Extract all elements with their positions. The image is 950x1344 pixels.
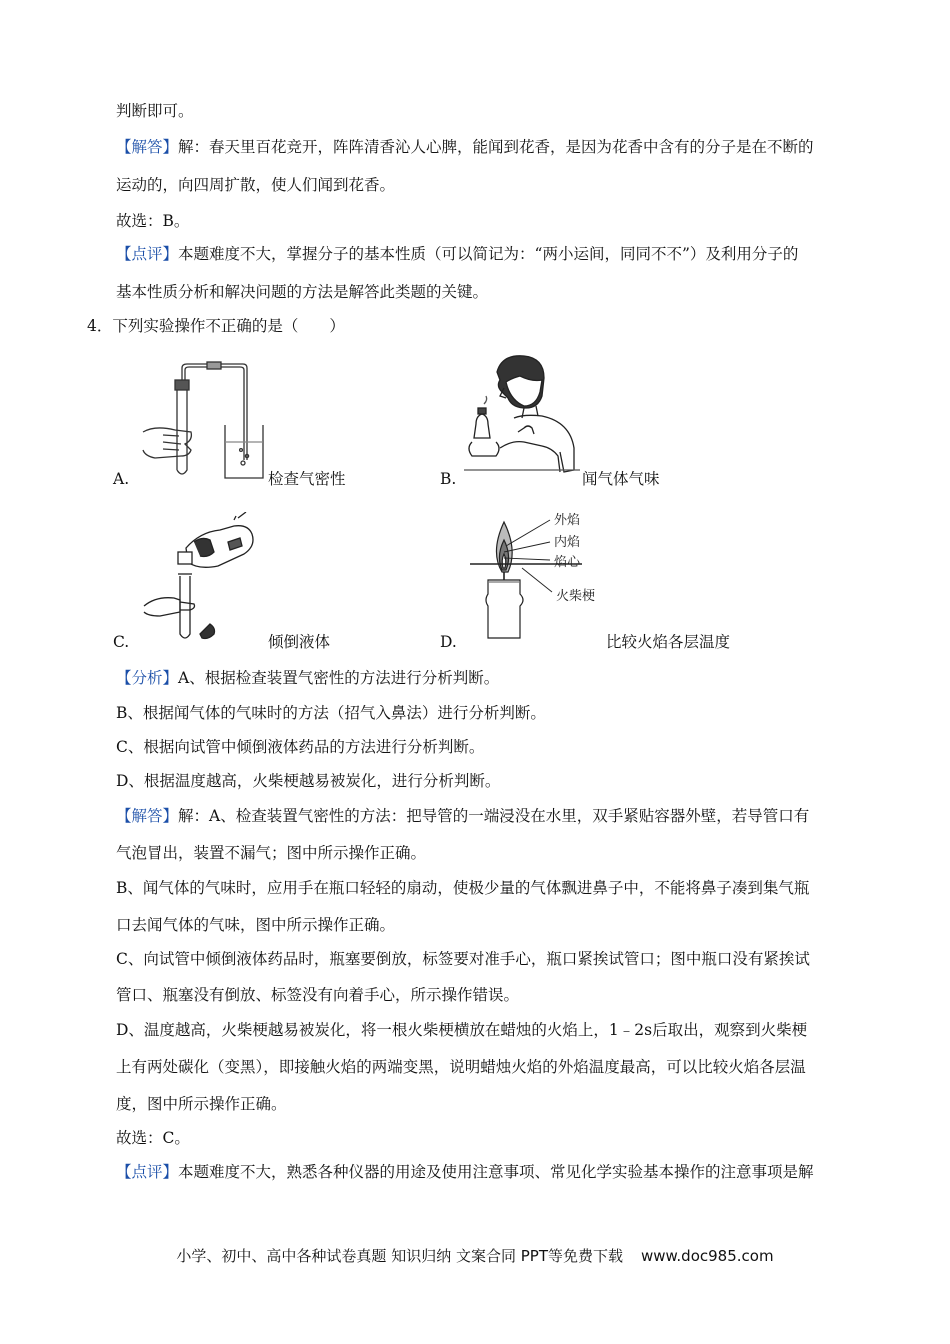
footer-text: 小学、初中、高中各种试卷真题 知识归纳 文案合同 PPT等免费下载 <box>176 1247 623 1265</box>
figure-airtightness <box>135 360 270 485</box>
figure-candle-flame <box>462 508 612 646</box>
option-b-caption: 闻气体气味 <box>582 470 660 488</box>
comment-line: 【点评】本题难度不大，掌握分子的基本性质（可以简记为：“两小运间，同同不不”）及利用分子的 <box>116 245 799 263</box>
option-d-letter: D. <box>440 633 457 651</box>
text-line: 故选：B。 <box>116 212 190 230</box>
figure-pour-liquid <box>138 512 268 644</box>
option-c-letter: C. <box>113 633 130 651</box>
option-c-caption: 倾倒液体 <box>268 633 331 651</box>
text-line: 判断即可。 <box>116 102 194 120</box>
option-a-letter: A. <box>113 470 130 488</box>
page-footer <box>0 1245 950 1266</box>
answer-line: 故选：C。 <box>116 1129 190 1147</box>
text-line: 基本性质分析和解决问题的方法是解答此类题的关键。 <box>116 283 489 301</box>
answer-line: C、向试管中倾倒液体药品时，瓶塞要倒放，标签要对准手心，瓶口紧挨试管口；图中瓶口没有紧挨试 <box>116 950 810 968</box>
analysis-line: B、根据闻气体的气味时的方法（招气入鼻法）进行分析判断。 <box>116 704 546 722</box>
figure-smell-gas <box>462 352 582 487</box>
answer-line: 上有两处碳化（变黑），即接触火焰的两端变黑，说明蜡烛火焰的外焰温度最高，可以比较火焰各层温 <box>116 1058 806 1076</box>
comment-line: 【点评】本题难度不大，熟悉各种仪器的用途及使用注意事项、常见化学实验基本操作的注意事项是解 <box>116 1163 814 1181</box>
answer-line: 【解答】解：A、检查装置气密性的方法：把导管的一端浸没在水里，双手紧贴容器外壁，若导管口有 <box>116 807 810 825</box>
text-line: 运动的，向四周扩散，使人们闻到花香。 <box>116 176 396 194</box>
option-a-caption: 检查气密性 <box>268 470 346 488</box>
answer-line: 气泡冒出，装置不漏气；图中所示操作正确。 <box>116 844 427 862</box>
option-d-caption: 比较火焰各层温度 <box>606 633 731 651</box>
analysis-line: 【分析】A、根据检查装置气密性的方法进行分析判断。 <box>116 669 500 687</box>
answer-line: D、温度越高，火柴梗越易被炭化，将一根火柴梗横放在蜡烛的火焰上，1﹣2s后取出，观察到火柴梗 <box>116 1021 808 1039</box>
answer-line: 度，图中所示操作正确。 <box>116 1095 287 1113</box>
answer-line: B、闻气体的气味时，应用手在瓶口轻轻的扇动，使极少量的气体飘进鼻子中，不能将鼻子凑到集气瓶 <box>116 879 810 897</box>
question-4: 4．下列实验操作不正确的是（ ） <box>87 317 345 335</box>
answer-line: 口去闻气体的气味，图中所示操作正确。 <box>116 916 396 934</box>
flame-label-match: 火柴梗 <box>556 589 596 604</box>
flame-label-outer: 外焰 <box>554 513 581 528</box>
answer-line: 管口、瓶塞没有倒放、标签没有向着手心，所示操作错误。 <box>116 986 520 1004</box>
analysis-line: C、根据向试管中倾倒液体药品的方法进行分析判断。 <box>116 738 485 756</box>
answer-line: 【解答】解：春天里百花竞开，阵阵清香沁人心脾，能闻到花香，是因为花香中含有的分子是在不断的 <box>116 138 814 156</box>
option-b-letter: B. <box>440 470 457 488</box>
analysis-line: D、根据温度越高，火柴梗越易被炭化，进行分析判断。 <box>116 772 501 790</box>
flame-label-core: 焰心 <box>554 555 581 570</box>
flame-label-inner: 内焰 <box>554 535 581 550</box>
footer-link[interactable]: www.doc985.com <box>640 1247 774 1265</box>
